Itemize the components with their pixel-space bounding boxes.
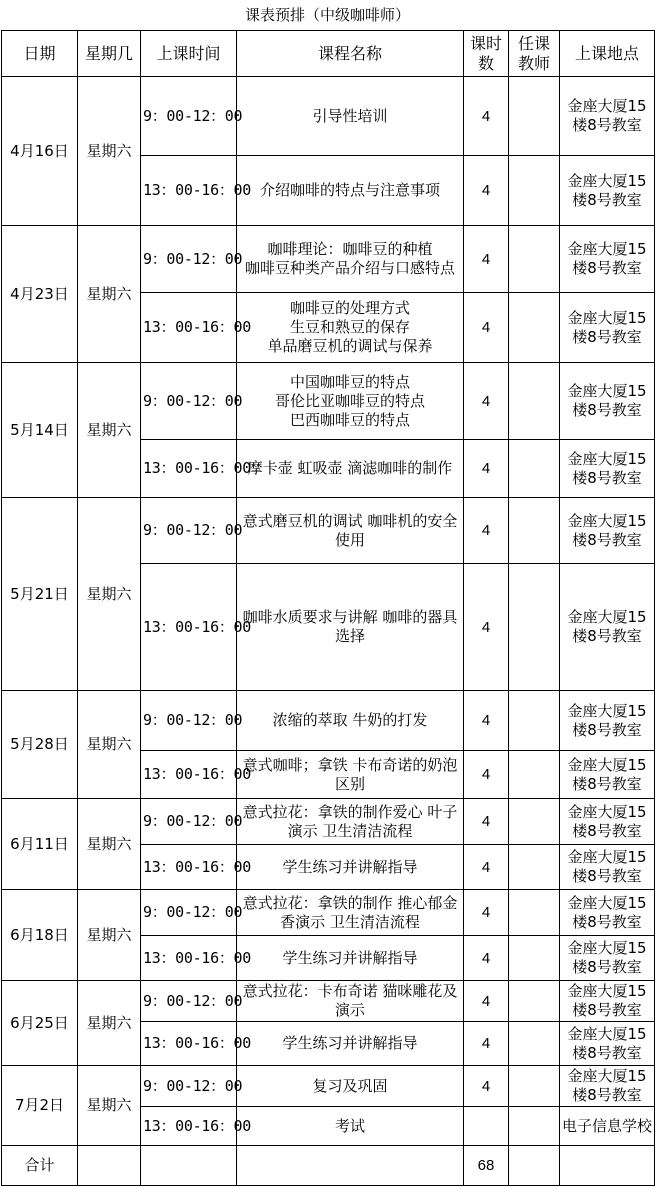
time-cell: 9：00-12：00	[141, 226, 237, 293]
empty-cell	[560, 1146, 655, 1186]
teacher-cell	[509, 890, 560, 936]
venue-cell: 金座大厦15楼8号教室	[560, 226, 655, 293]
date-cell: 5月14日	[2, 363, 78, 498]
teacher-cell	[509, 751, 560, 799]
venue-cell: 金座大厦15楼8号教室	[560, 1022, 655, 1066]
hours-cell: 4	[464, 890, 509, 936]
course-line: 咖啡豆种类产品介绍与口感特点	[244, 259, 455, 277]
teacher-cell	[509, 293, 560, 363]
empty-cell	[141, 1146, 237, 1186]
teacher-cell	[509, 440, 560, 498]
course-cell	[237, 226, 464, 293]
course-line: 学生练习并讲解指导	[282, 857, 418, 876]
venue-cell: 金座大厦15楼8号教室	[560, 440, 655, 498]
hours-cell: 4	[464, 1066, 509, 1107]
header-venue: 上课地点	[560, 31, 655, 77]
venue-cell: 电子信息学校	[560, 1107, 655, 1146]
time-cell: 13：00-16：00	[141, 293, 237, 363]
venue-cell: 金座大厦15楼8号教室	[560, 498, 655, 564]
weekday-cell: 星期六	[78, 498, 141, 691]
course-line: 意式拉花：拿铁的制作 推心郁金香演示 卫生清洁流程	[242, 893, 458, 931]
course-cell	[237, 1066, 464, 1107]
total-hours: 68	[464, 1146, 509, 1186]
course-line: 摩卡壶 虹吸壶 滴滤咖啡的制作	[247, 459, 453, 477]
course-line: 浓缩的萃取 牛奶的打发	[272, 711, 428, 729]
venue-cell: 金座大厦15楼8号教室	[560, 845, 655, 890]
venue-cell: 金座大厦15楼8号教室	[560, 799, 655, 845]
hours-cell: 4	[464, 751, 509, 799]
total-row	[2, 1146, 655, 1186]
table-row	[2, 691, 655, 751]
hours-cell: 4	[464, 440, 509, 498]
table-row	[2, 77, 655, 156]
header-date: 日期	[2, 31, 78, 77]
time-cell: 13：00-16：00	[141, 751, 237, 799]
teacher-cell	[509, 1022, 560, 1066]
course-cell	[237, 363, 464, 440]
course-cell	[237, 890, 464, 936]
table-row	[2, 981, 655, 1022]
empty-cell	[509, 1146, 560, 1186]
hours-cell: 4	[464, 498, 509, 564]
hours-cell: 4	[464, 363, 509, 440]
teacher-cell	[509, 77, 560, 156]
header-hours: 课时数	[464, 31, 509, 77]
hours-cell: 4	[464, 691, 509, 751]
time-cell: 9：00-12：00	[141, 799, 237, 845]
course-cell	[237, 799, 464, 845]
weekday-cell: 星期六	[78, 890, 141, 981]
time-cell: 13：00-16：00	[141, 936, 237, 981]
venue-cell: 金座大厦15楼8号教室	[560, 890, 655, 936]
time-cell: 13：00-16：00	[141, 440, 237, 498]
time-cell: 9：00-12：00	[141, 691, 237, 751]
time-cell: 9：00-12：00	[141, 890, 237, 936]
weekday-cell: 星期六	[78, 77, 141, 226]
header-row	[2, 31, 655, 77]
time-cell: 13：00-16：00	[141, 564, 237, 691]
hours-cell: 4	[464, 293, 509, 363]
hours-cell	[464, 1107, 509, 1146]
venue-cell: 金座大厦15楼8号教室	[560, 564, 655, 691]
time-cell: 9：00-12：00	[141, 77, 237, 156]
hours-cell: 4	[464, 799, 509, 845]
course-cell	[237, 1107, 464, 1146]
venue-cell: 金座大厦15楼8号教室	[560, 293, 655, 363]
time-cell: 9：00-12：00	[141, 498, 237, 564]
course-line: 学生练习并讲解指导	[282, 948, 418, 967]
course-cell	[237, 77, 464, 156]
venue-cell: 金座大厦15楼8号教室	[560, 363, 655, 440]
teacher-cell	[509, 1066, 560, 1107]
time-cell: 13：00-16：00	[141, 1107, 237, 1146]
table-row	[2, 498, 655, 564]
schedule-table	[1, 30, 655, 1186]
venue-cell: 金座大厦15楼8号教室	[560, 156, 655, 226]
course-line: 考试	[334, 1116, 365, 1135]
teacher-cell	[509, 226, 560, 293]
hours-cell: 4	[464, 226, 509, 293]
course-line: 咖啡豆的处理方式	[289, 299, 410, 317]
course-cell	[237, 564, 464, 691]
teacher-cell	[509, 799, 560, 845]
weekday-cell: 星期六	[78, 981, 141, 1066]
course-line: 意式拉花：拿铁的制作爱心 叶子演示 卫生清洁流程	[242, 802, 458, 840]
course-line: 介绍咖啡的特点与注意事项	[259, 181, 440, 199]
course-line: 意式拉花：卡布奇诺 猫咪雕花及演示	[242, 982, 458, 1019]
teacher-cell	[509, 498, 560, 564]
weekday-cell: 星期六	[78, 363, 141, 498]
course-cell	[237, 981, 464, 1022]
course-cell	[237, 1022, 464, 1066]
course-line: 咖啡水质要求与讲解 咖啡的器具选择	[242, 608, 458, 645]
date-cell: 5月28日	[2, 691, 78, 799]
weekday-cell: 星期六	[78, 1066, 141, 1146]
header-weekday: 星期几	[78, 31, 141, 77]
hours-cell: 4	[464, 981, 509, 1022]
empty-cell	[237, 1146, 464, 1186]
course-line: 生豆和熟豆的保存	[289, 318, 410, 336]
date-cell: 7月2日	[2, 1066, 78, 1146]
date-cell: 6月25日	[2, 981, 78, 1066]
course-cell	[237, 440, 464, 498]
course-line: 引导性培训	[312, 106, 388, 125]
time-cell: 13：00-16：00	[141, 1022, 237, 1066]
course-cell	[237, 498, 464, 564]
course-line: 咖啡理论：咖啡豆的种植	[267, 240, 433, 258]
header-time: 上课时间	[141, 31, 237, 77]
venue-cell: 金座大厦15楼8号教室	[560, 691, 655, 751]
course-cell	[237, 845, 464, 890]
time-cell: 13：00-16：00	[141, 156, 237, 226]
time-cell: 9：00-12：00	[141, 1066, 237, 1107]
hours-cell: 4	[464, 564, 509, 691]
course-cell	[237, 751, 464, 799]
empty-cell	[78, 1146, 141, 1186]
date-cell: 6月18日	[2, 890, 78, 981]
teacher-cell	[509, 936, 560, 981]
teacher-cell	[509, 363, 560, 440]
teacher-cell	[509, 564, 560, 691]
header-course: 课程名称	[237, 31, 464, 77]
time-cell: 9：00-12：00	[141, 363, 237, 440]
venue-cell: 金座大厦15楼8号教室	[560, 751, 655, 799]
table-row	[2, 363, 655, 440]
page-title: 课表预排（中级咖啡师）	[244, 6, 410, 24]
venue-cell: 金座大厦15楼8号教室	[560, 936, 655, 981]
date-cell: 4月23日	[2, 226, 78, 363]
teacher-cell	[509, 156, 560, 226]
time-cell: 13：00-16：00	[141, 845, 237, 890]
hours-cell: 4	[464, 845, 509, 890]
course-line: 单品磨豆机的调试与保养	[267, 337, 433, 355]
weekday-cell: 星期六	[78, 799, 141, 890]
teacher-cell	[509, 981, 560, 1022]
table-row	[2, 799, 655, 845]
course-line: 巴西咖啡豆的特点	[289, 410, 410, 429]
course-line: 哥伦比亚咖啡豆的特点	[274, 391, 425, 410]
venue-cell: 金座大厦15楼8号教室	[560, 981, 655, 1022]
date-cell: 4月16日	[2, 77, 78, 226]
hours-cell: 4	[464, 936, 509, 981]
teacher-cell	[509, 845, 560, 890]
hours-cell: 4	[464, 77, 509, 156]
course-line: 意式磨豆机的调试 咖啡机的安全使用	[242, 511, 458, 549]
course-line: 中国咖啡豆的特点	[289, 372, 410, 391]
header-teacher: 任课教师	[509, 31, 560, 77]
total-label: 合计	[2, 1146, 78, 1186]
course-cell	[237, 293, 464, 363]
date-cell: 5月21日	[2, 498, 78, 691]
date-cell: 6月11日	[2, 799, 78, 890]
time-cell: 9：00-12：00	[141, 981, 237, 1022]
table-row	[2, 1066, 655, 1107]
course-line: 学生练习并讲解指导	[282, 1034, 418, 1052]
teacher-cell	[509, 1107, 560, 1146]
course-cell	[237, 691, 464, 751]
course-cell	[237, 936, 464, 981]
hours-cell: 4	[464, 156, 509, 226]
course-line: 复习及巩固	[312, 1076, 388, 1095]
table-row	[2, 890, 655, 936]
hours-cell: 4	[464, 1022, 509, 1066]
table-row	[2, 226, 655, 293]
course-cell	[237, 156, 464, 226]
teacher-cell	[509, 691, 560, 751]
venue-cell: 金座大厦15楼8号教室	[560, 1066, 655, 1107]
course-line: 意式咖啡；拿铁 卡布奇诺的奶泡区别	[242, 755, 458, 793]
weekday-cell: 星期六	[78, 226, 141, 363]
schedule-body	[2, 77, 655, 1186]
weekday-cell: 星期六	[78, 691, 141, 799]
venue-cell: 金座大厦15楼8号教室	[560, 77, 655, 156]
